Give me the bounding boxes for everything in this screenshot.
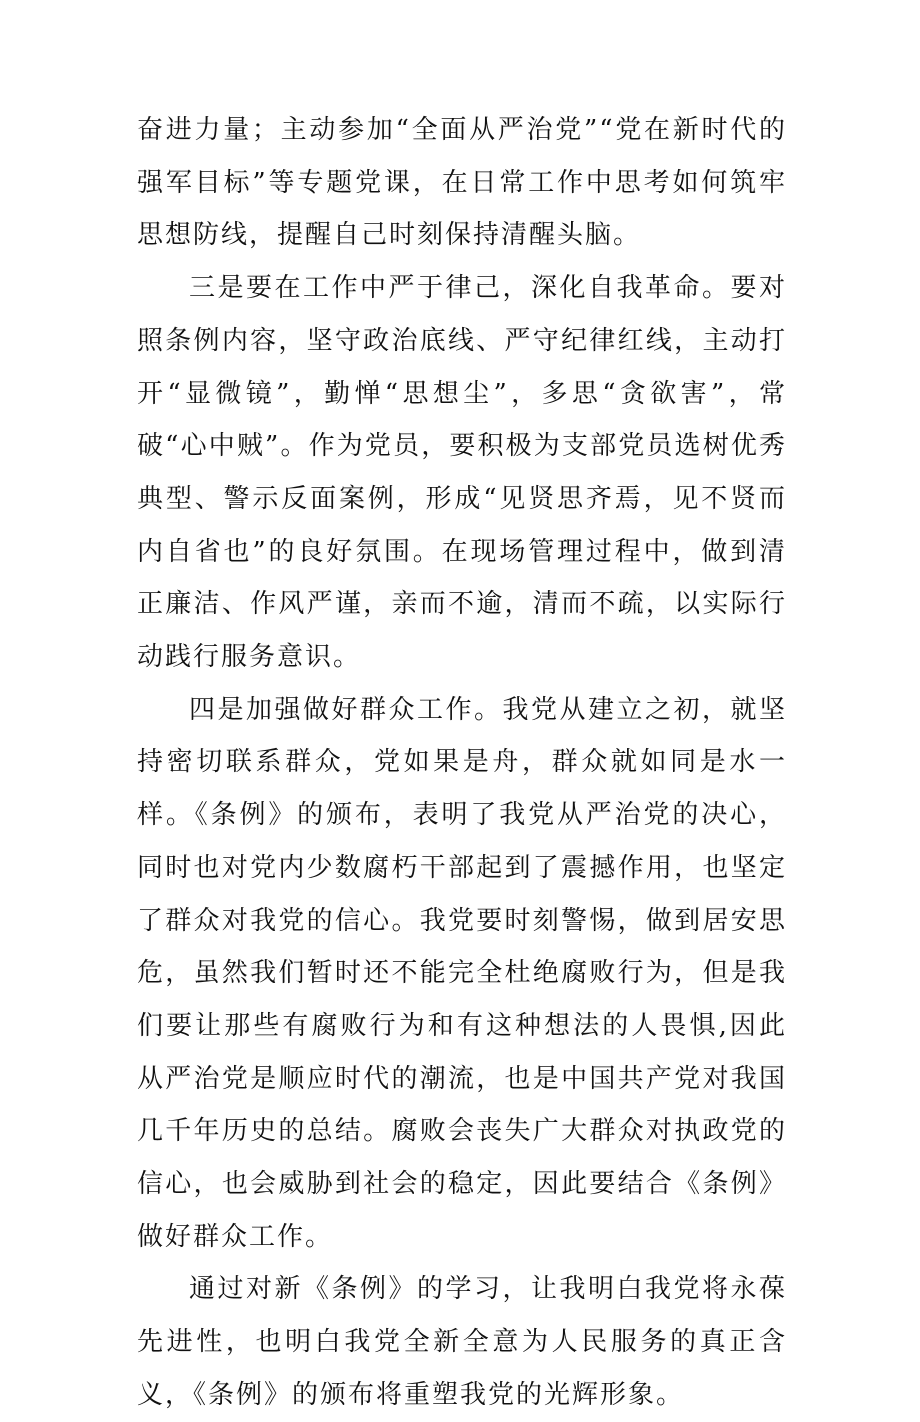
document-body xyxy=(137,104,787,1422)
paragraph-3: 四是加强做好群众工作。我党从建立之初，就坚持密切联系群众，党如果是舟，群众就如同是水一样。《条例》的颁布，表明了我党从严治党的决心，同时也对党内少数腐朽干部起到了震撼作用，也坚定了群众对我党的信心。我党要时刻警惕，做到居安思危，虽然我们暂时还不能完全杜绝腐败行为，但是我们要让那些有腐败行为和有这种想法的人畏惧,因此从严治党是顺应时代的潮流，也是中国共产党对我国几千年历史的总结。腐败会丧失广大群众对执政党的信心，也会威胁到社会的稳定，因此要结合《条例》做好群众工作。 xyxy=(137,694,787,1252)
paragraph-2: 三是要在工作中严于律己，深化自我革命。要对照条例内容，坚守政治底线、严守纪律红线，主动打开“显微镜”，勤惮“思想尘”，多思“贪欲害”，常破“心中贼”。作为党员，要积极为支部党员选树优秀典型、警示反面案例，形成“见贤思齐焉，见不贤而内自省也”的良好氛围。在现场管理过程中，做到清正廉洁、作风严谨，亲而不逾，清而不疏，以实际行动践行服务意识。 xyxy=(137,273,787,673)
paragraph-1: 奋进力量；主动参加“全面从严治党”“党在新时代的强军目标”等专题党课，在日常工作中思考如何筑牢思想防线，提醒自己时刻保持清醒头脑。 xyxy=(137,115,787,251)
paragraph-4: 通过对新《条例》的学习，让我明白我党将永葆先进性，也明白我党全新全意为人民服务的真正含义，《条例》的颁布将重塑我党的光辉形象。 xyxy=(137,1274,787,1410)
